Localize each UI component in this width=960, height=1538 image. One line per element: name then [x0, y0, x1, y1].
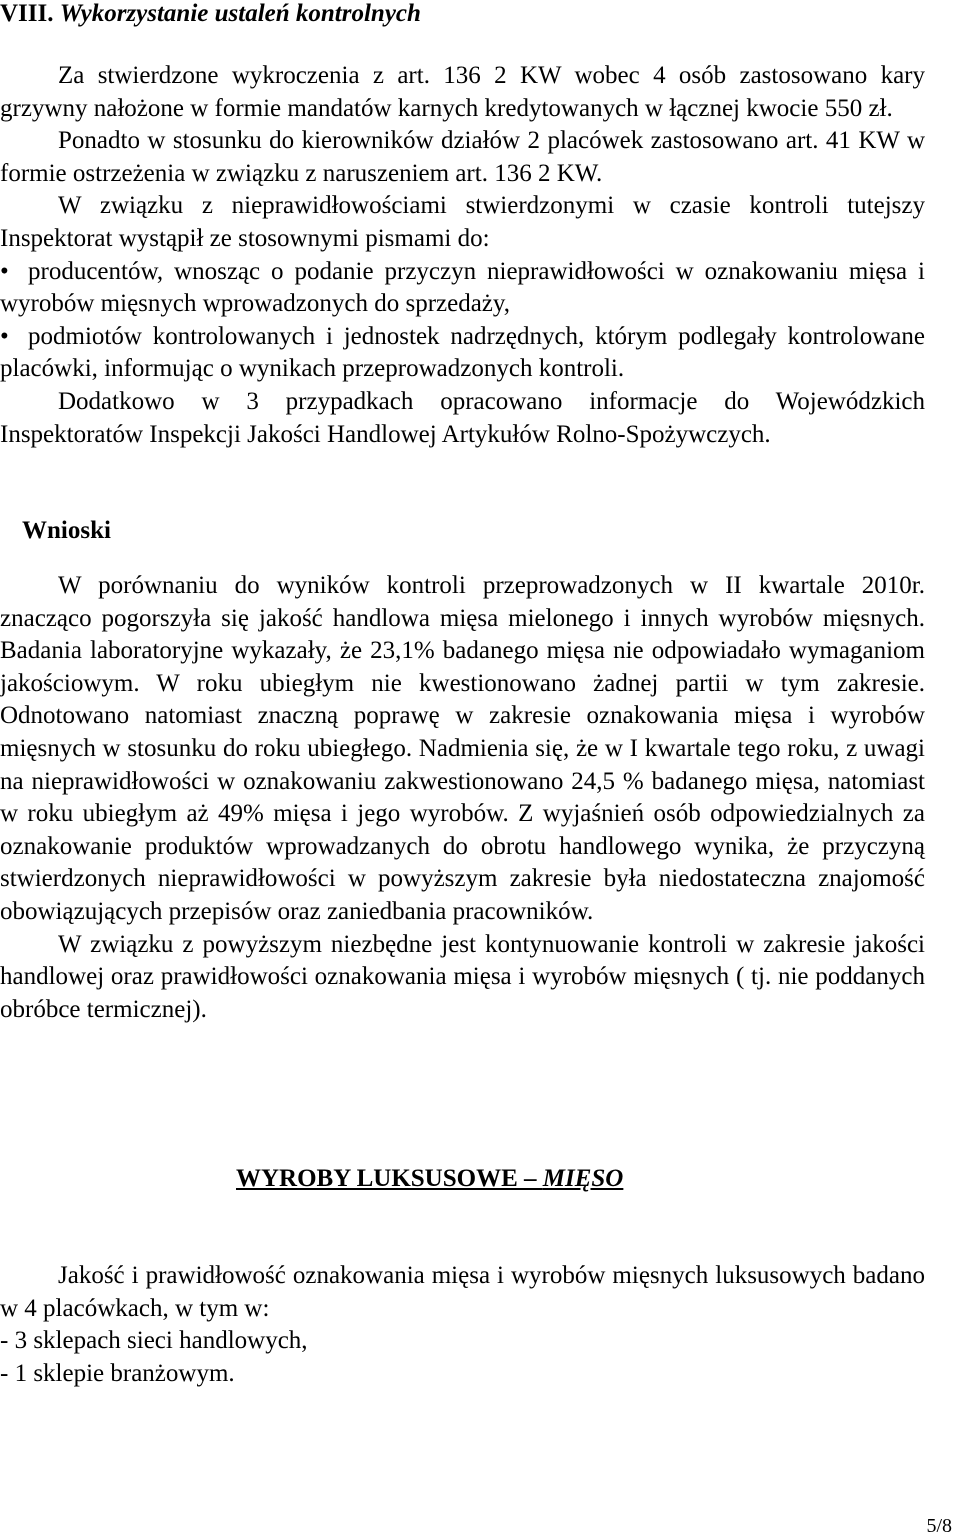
luxury-products-body: [0, 1260, 925, 1390]
paragraph-letters-intro: W związku z nieprawidłowościami stwierdzonymi w czasie kontroli tutejszy Inspektorat wystąpił ze stosownymi pismami do:: [0, 192, 925, 252]
section-number: VIII.: [0, 0, 54, 27]
conclusions-heading: Wnioski: [22, 517, 111, 544]
luxury-products-heading: [236, 1163, 623, 1196]
paragraph-luxury-scope: Jakość i prawidłowość oznakowania mięsa i wyrobów mięsnych luksusowych badano w 4 placówkach, w tym w:: [0, 1262, 925, 1322]
luxury-heading-meat: MIĘSO: [542, 1165, 624, 1192]
bullet-item: • podmiotów kontrolowanych i jednostek nadrzędnych, którym podlegały kontrolowane placówki, informując o wynikach przeprowadzonych kontroli.: [0, 321, 925, 386]
list-item: - 3 sklepach sieci handlowych,: [0, 1327, 308, 1355]
luxury-heading-text: WYROBY LUKSUSOWE –: [236, 1165, 543, 1192]
conclusions-body: [0, 570, 925, 1026]
section-body: [0, 60, 925, 451]
page-number: 5/8: [926, 1515, 952, 1537]
paragraph-recommendation: W związku z powyższym niezbędne jest kontynuowanie kontroli w zakresie jakości handlowej oraz prawidłowości oznakowania mięsa i wyrobów mięsnych ( tj. nie poddanych obróbce termicznej).: [0, 930, 925, 1023]
section-heading: [0, 0, 421, 31]
paragraph-fines: Za stwierdzone wykroczenia z art. 136 2 KW wobec 4 osób zastosowano kary grzywny nałożone w formie mandatów karnych kredytowanych w łącznej kwocie 550 zł.: [0, 62, 925, 122]
list-item: - 1 sklepie branżowym.: [0, 1359, 235, 1387]
bullet-item: • producentów, wnosząc o podanie przyczyn nieprawidłowości w oznakowaniu mięsa i wyrobów mięsnych wprowadzonych do sprzedaży,: [0, 256, 925, 321]
section-title: Wykorzystanie ustaleń kontrolnych: [59, 0, 421, 27]
paragraph-additional-info: Dodatkowo w 3 przypadkach opracowano informacje do Wojewódzkich Inspektoratów Inspekcji Jakości Handlowej Artykułów Rolno-Spożywczych.: [0, 387, 925, 448]
paragraph-conclusions: W porównaniu do wyników kontroli przeprowadzonych w II kwartale 2010r. znacząco pogorszyła się jakość handlowa mięsa mielonego i innych wyrobów mięsnych. Badania laboratoryjne wykazały, że 23,1% badanego mięsa nie odpowiadało wymaganiom jakościowym. W roku ubiegłym nie kwestionowano żadnej partii w tym zakresie. Odnotowano natomiast znaczną poprawę w zakresie oznakowania mięsa i wyrobów mięsnych w stosunku do roku ubiegłego. Nadmienia się, że w I kwartale tego roku, z uwagi na nieprawidłowości w oznakowaniu zakwestionowano 24,5 % badanego mięsa, natomiast w roku ubiegłym aż 49% mięsa i jego wyrobów. Z wyjaśnień osób odpowiedzialnych za oznakowanie produktów wprowadzanych do obrotu handlowego wynika, że przyczyną stwierdzonych nieprawidłowości w powyższym zakresie była niedostateczna znajomość obowiązujących przepisów oraz zaniedbania pracowników.: [0, 572, 925, 925]
paragraph-warnings: Ponadto w stosunku do kierowników działów 2 placówek zastosowano art. 41 KW w formie ostrzeżenia w związku z naruszeniem art. 136 2 KW.: [0, 127, 925, 187]
